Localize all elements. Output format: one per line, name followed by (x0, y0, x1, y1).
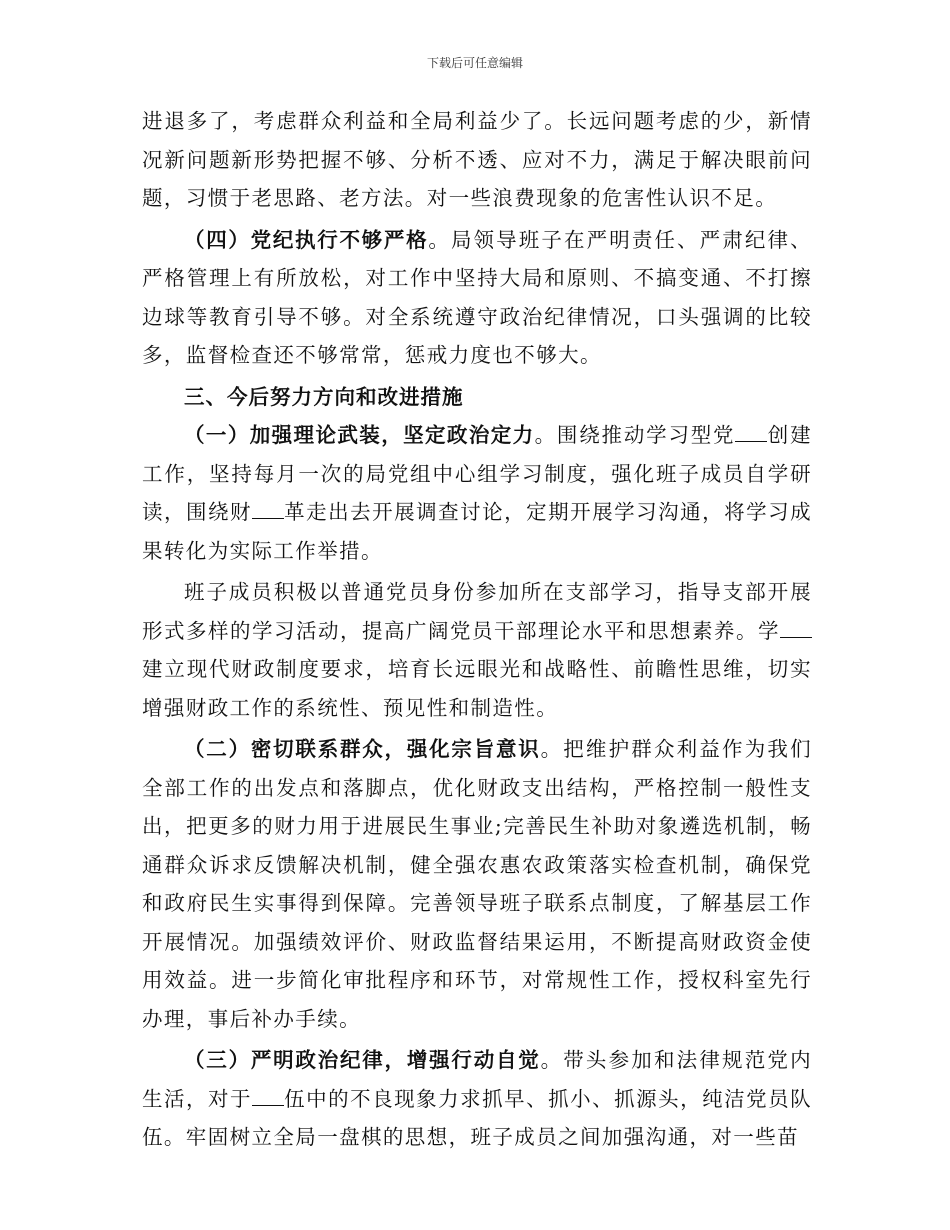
blank-underline (252, 1085, 284, 1106)
blank-underline (252, 498, 284, 519)
paragraph-text: 革走出去开展调查讨论，定期开展学习沟通，将学习成果转化为实际工作举措。 (142, 500, 812, 563)
document-body (142, 102, 812, 1157)
paragraph-heading: （二）密切联系群众，强化宗旨意识 (184, 737, 541, 761)
paragraph-text: 。局领导班子在严明责任、严肃纪律、严格管理上有所放松，对工作中坚持大局和原则、不搞变通、不打擦边球等教育引导不够。对全系统遵守政治纪律情况，口头强调的比较多，监督检查还不够常常，惩戒力度也不够大。 (142, 227, 812, 367)
blank-underline (735, 421, 767, 442)
paragraph-political-discipline (142, 1041, 812, 1157)
paragraph-text: 创建工作，坚持每月一次的局党组中心组学习制度，强化班子成员自学研读，围绕财 (142, 423, 812, 524)
page-header: 下载后可任意编辑 (426, 56, 523, 70)
paragraph-theory (142, 416, 812, 570)
paragraph-study (142, 573, 812, 727)
paragraph-heading: （三）严明政治纪律，增强行动自觉 (184, 1048, 541, 1072)
paragraph-text: 建立现代财政制度要求，培育长远眼光和战略性、前瞻性思维，切实增强财政工作的系统性、预见性和制造性。 (142, 657, 812, 720)
paragraph-masses (142, 730, 812, 1038)
blank-underline (780, 617, 812, 638)
paragraph-continued: 进退多了，考虑群众利益和全局利益少了。长远问题考虑的少，新情况新问题新形势把握不够、分析不透、应对不力，满足于解决眼前问题，习惯于老思路、老方法。对一些浪费现象的危害性认识不足。 (142, 109, 812, 210)
paragraph-text: 。带头参加和法律规范党内生活，对于 (142, 1048, 812, 1111)
paragraph-text: 。围绕推动学习型党 (534, 423, 736, 447)
paragraph-heading: （一）加强理论武装，坚定政治定力 (184, 423, 535, 447)
paragraph-heading: （四）党纪执行不够严格 (184, 227, 429, 252)
paragraph-text: 班子成员积极以普通党员身份参加所在支部学习，指导支部开展形式多样的学习活动，提高广阔党员干部理论水平和思想素养。学 (142, 580, 812, 643)
section-title: 三、今后努力方向和改进措施 (184, 384, 464, 409)
paragraph-discipline (142, 221, 812, 375)
paragraph-text: 伍中的不良现象力求抓早、抓小、抓源头，纯洁党员队伍。牢固树立全局一盘棋的思想，班子成员之间加强沟通，对一些苗 (142, 1086, 812, 1149)
paragraph-text: 。把维护群众利益作为我们全部工作的出发点和落脚点，优化财政支出结构，严格控制一般性支出，把更多的财力用于进展民生事业;完善民生补助对象遴选机制，畅通群众诉求反馈解决机制，健全强农惠农政策落实检查机制，确保党和政府民生实事得到保障。完善领导班子联系点制度，了解基层工作开展情况。加强绩效评价、财政监督结果运用，不断提高财政资金使用效益。进一步简化审批程序和环节，对常规性工作，授权科室先行办理，事后补办手续。 (142, 737, 812, 1031)
